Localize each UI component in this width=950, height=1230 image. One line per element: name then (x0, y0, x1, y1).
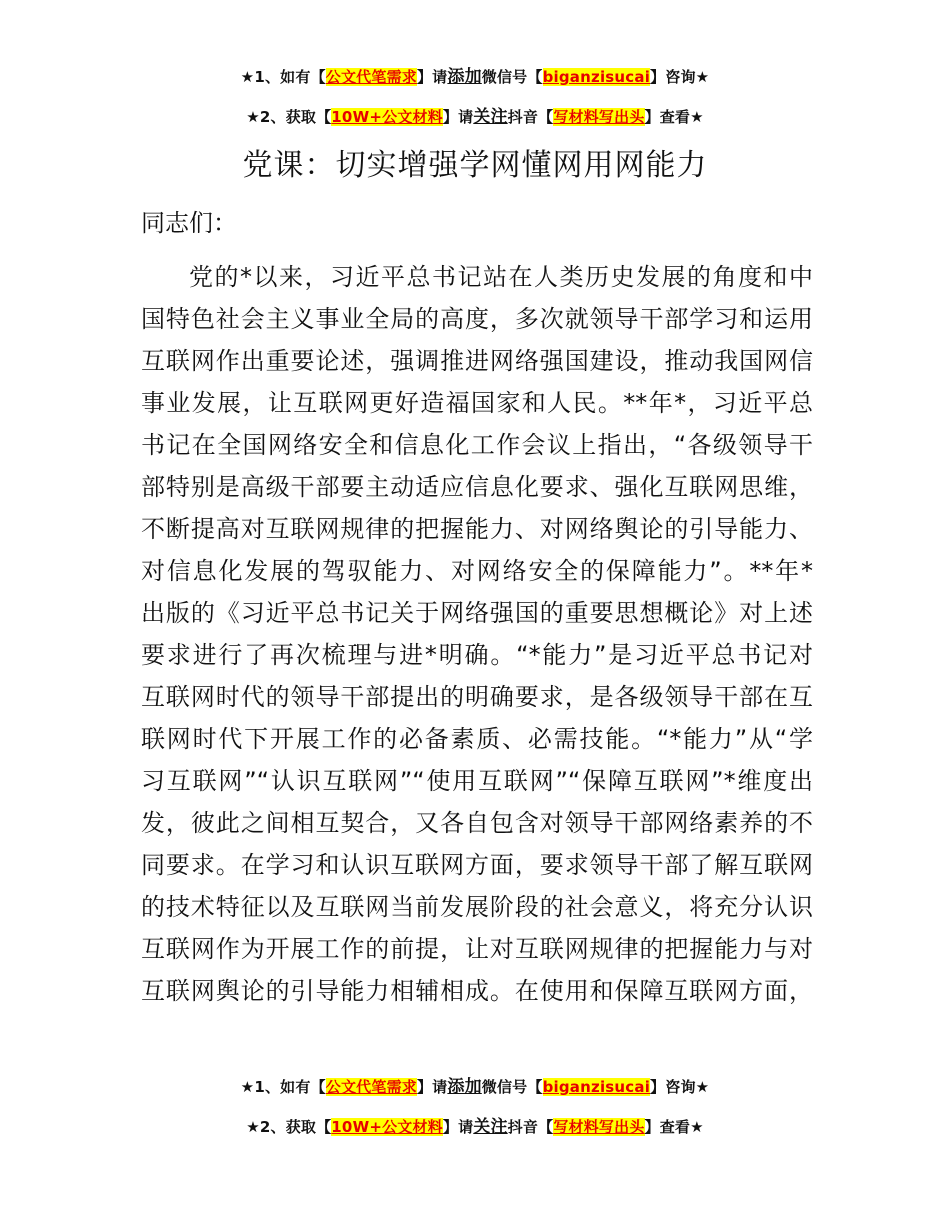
body-line: 互联网作出重要论述，强调推进网络强国建设，推动我国网信 (141, 347, 813, 375)
promo-text: 抖音【 (507, 1118, 554, 1136)
body-line: 习互联网”“认识互联网”“使用互联网”“保障互联网”*维度出 (141, 767, 813, 795)
promo-text: 1、如有【 (254, 68, 326, 86)
promo-highlight: 公文代笔需求 (325, 1078, 417, 1096)
star-icon: ★ (240, 68, 255, 86)
promo-underlined: 关注 (473, 1117, 508, 1137)
promo-text: 微信号【 (481, 1078, 543, 1096)
star-icon: ★ (690, 108, 704, 126)
promo-text: 】咨询 (650, 68, 696, 86)
star-icon: ★ (690, 1118, 704, 1136)
star-icon: ★ (240, 1078, 255, 1096)
promo-highlight: 公文代笔需求 (325, 68, 417, 86)
footer-promo-line-1 (0, 1076, 950, 1098)
star-icon: ★ (695, 68, 710, 86)
promo-douyin-account: 写材料写出头 (553, 1118, 645, 1136)
body-line: 互联网作为开展工作的前提，让对互联网规律的把握能力与对 (141, 935, 813, 963)
document-body (141, 256, 813, 1012)
body-line: 的技术特征以及互联网当前发展阶段的社会意义，将充分认识 (141, 893, 813, 921)
promo-text: 】请 (416, 68, 448, 86)
body-line: 联网时代下开展工作的必备素质、必需技能。“*能力”从“学 (141, 725, 813, 753)
body-line: 部特别是高级干部要主动适应信息化要求、强化互联网思维， (141, 473, 813, 501)
promo-text: 】咨询 (650, 1078, 696, 1096)
document-title: 党课：切实增强学网懂网用网能力 (242, 148, 708, 183)
promo-text: 】请 (442, 108, 474, 126)
body-line: 同要求。在学习和认识互联网方面，要求领导干部了解互联网 (141, 851, 813, 879)
body-line: 互联网舆论的引导能力相辅相成。在使用和保障互联网方面， (141, 977, 813, 1005)
promo-highlight: 10W+公文材料 (331, 1118, 443, 1136)
promo-underlined: 添加 (447, 67, 482, 87)
promo-text: 微信号【 (481, 68, 543, 86)
promo-wechat-id: biganzisucai (542, 68, 651, 86)
promo-highlight: 10W+公文材料 (331, 108, 443, 126)
promo-text: 】查看 (644, 108, 691, 126)
promo-text: 抖音【 (507, 108, 554, 126)
star-icon: ★ (246, 108, 260, 126)
promo-text: 】查看 (644, 1118, 691, 1136)
promo-text: 2、获取【 (259, 1118, 332, 1136)
promo-text: 】请 (442, 1118, 474, 1136)
promo-text: 】请 (416, 1078, 448, 1096)
body-line: 事业发展，让互联网更好造福国家和人民。**年*，习近平总 (141, 389, 813, 417)
header-promo-line-1 (0, 66, 950, 88)
salutation: 同志们： (141, 209, 237, 237)
promo-underlined: 关注 (473, 107, 508, 127)
body-line: 发，彼此之间相互契合，又各自包含对领导干部网络素养的不 (141, 809, 813, 837)
body-line: 出版的《习近平总书记关于网络强国的重要思想概论》对上述 (141, 599, 813, 627)
star-icon: ★ (246, 1118, 260, 1136)
promo-text: 1、如有【 (254, 1078, 326, 1096)
body-line: 书记在全国网络安全和信息化工作会议上指出，“各级领导干 (141, 431, 813, 459)
body-line: 对信息化发展的驾驭能力、对网络安全的保障能力”。**年* (141, 557, 813, 585)
promo-text: 2、获取【 (259, 108, 332, 126)
header-promo-line-2 (0, 106, 950, 128)
promo-underlined: 添加 (447, 1077, 482, 1097)
promo-douyin-account: 写材料写出头 (553, 108, 645, 126)
star-icon: ★ (695, 1078, 710, 1096)
footer-promo-line-2 (0, 1116, 950, 1138)
body-line: 不断提高对互联网规律的把握能力、对网络舆论的引导能力、 (141, 515, 813, 543)
promo-wechat-id: biganzisucai (542, 1078, 651, 1096)
body-line: 互联网时代的领导干部提出的明确要求，是各级领导干部在互 (141, 683, 813, 711)
body-line: 党的*以来，习近平总书记站在人类历史发展的角度和中 (189, 263, 813, 291)
body-line: 国特色社会主义事业全局的高度，多次就领导干部学习和运用 (141, 305, 813, 333)
body-line: 要求进行了再次梳理与进*明确。“*能力”是习近平总书记对 (141, 641, 813, 669)
